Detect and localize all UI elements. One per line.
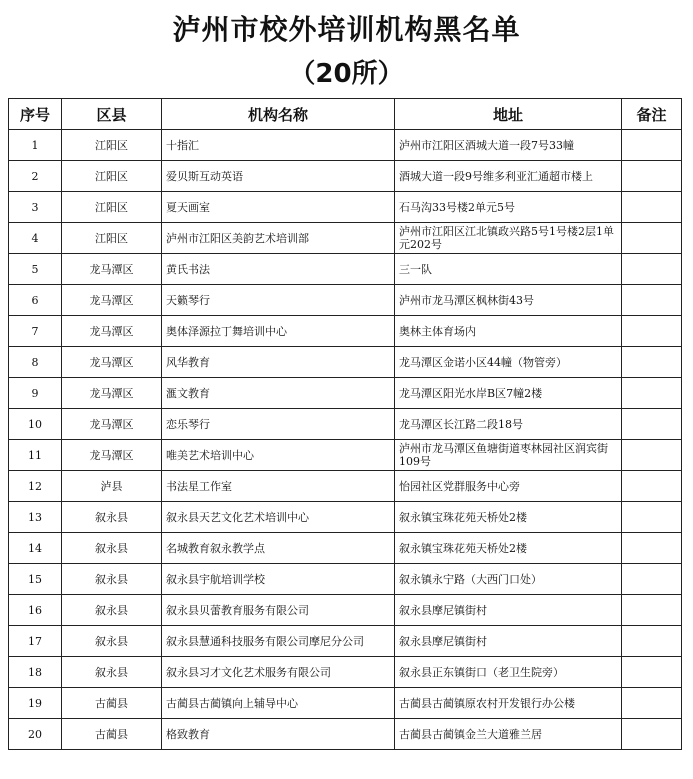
- cell-institution-name: 名城教育叙永教学点: [162, 533, 395, 564]
- cell-district: 古蔺县: [62, 688, 162, 719]
- cell-address: 古蔺县古蔺镇原农村开发银行办公楼: [395, 688, 622, 719]
- cell-address: 龙马潭区长江路二段18号: [395, 409, 622, 440]
- header-address: 地址: [395, 99, 622, 130]
- blacklist-table: [8, 98, 682, 750]
- table-row: [9, 130, 682, 161]
- cell-serial-number: 20: [9, 719, 62, 750]
- table-row: [9, 595, 682, 626]
- table-row: [9, 223, 682, 254]
- cell-district: 叙永县: [62, 564, 162, 595]
- cell-serial-number: 16: [9, 595, 62, 626]
- cell-district: 江阳区: [62, 192, 162, 223]
- table-row: [9, 657, 682, 688]
- cell-remarks: [622, 440, 682, 471]
- table-body: [9, 130, 682, 750]
- cell-institution-name: 夏天画室: [162, 192, 395, 223]
- cell-serial-number: 6: [9, 285, 62, 316]
- cell-institution-name: 唯美艺术培训中心: [162, 440, 395, 471]
- cell-remarks: [622, 688, 682, 719]
- table-row: [9, 502, 682, 533]
- cell-serial-number: 4: [9, 223, 62, 254]
- header-serial-number: 序号: [9, 99, 62, 130]
- cell-district: 龙马潭区: [62, 347, 162, 378]
- table-row: [9, 440, 682, 471]
- cell-remarks: [622, 657, 682, 688]
- cell-institution-name: 格致教育: [162, 719, 395, 750]
- table-row: [9, 719, 682, 750]
- cell-serial-number: 2: [9, 161, 62, 192]
- cell-remarks: [622, 161, 682, 192]
- cell-remarks: [622, 316, 682, 347]
- cell-remarks: [622, 564, 682, 595]
- table-row: [9, 285, 682, 316]
- header-remarks: 备注: [622, 99, 682, 130]
- table-row: [9, 564, 682, 595]
- cell-remarks: [622, 347, 682, 378]
- cell-institution-name: 滙文教育: [162, 378, 395, 409]
- cell-institution-name: 奥体泽源拉丁舞培训中心: [162, 316, 395, 347]
- table-row: [9, 192, 682, 223]
- cell-serial-number: 3: [9, 192, 62, 223]
- cell-remarks: [622, 533, 682, 564]
- cell-institution-name: 叙永县贝蕾教育服务有限公司: [162, 595, 395, 626]
- cell-district: 龙马潭区: [62, 378, 162, 409]
- cell-remarks: [622, 595, 682, 626]
- cell-remarks: [622, 285, 682, 316]
- document-title: 泸州市校外培训机构黑名单: [172, 13, 521, 46]
- cell-district: 龙马潭区: [62, 316, 162, 347]
- cell-serial-number: 9: [9, 378, 62, 409]
- cell-district: 叙永县: [62, 502, 162, 533]
- cell-institution-name: 爱贝斯互动英语: [162, 161, 395, 192]
- cell-address: 石马沟33号楼2单元5号: [395, 192, 622, 223]
- cell-serial-number: 15: [9, 564, 62, 595]
- cell-address: 叙永镇宝珠花苑天桥处2楼: [395, 533, 622, 564]
- cell-district: 龙马潭区: [62, 254, 162, 285]
- cell-institution-name: 恋乐琴行: [162, 409, 395, 440]
- header-district: 区县: [62, 99, 162, 130]
- table-row: [9, 409, 682, 440]
- cell-remarks: [622, 378, 682, 409]
- cell-district: 泸县: [62, 471, 162, 502]
- cell-serial-number: 10: [9, 409, 62, 440]
- cell-address: 龙马潭区阳光水岸B区7幢2楼: [395, 378, 622, 409]
- cell-address: 叙永县摩尼镇街村: [395, 595, 622, 626]
- cell-institution-name: 叙永县慧通科技服务有限公司摩尼分公司: [162, 626, 395, 657]
- table-row: [9, 347, 682, 378]
- cell-institution-name: 叙永县宇航培训学校: [162, 564, 395, 595]
- cell-serial-number: 17: [9, 626, 62, 657]
- cell-address: 怡园社区党群服务中心旁: [395, 471, 622, 502]
- cell-address: 泸州市江阳区酒城大道一段7号33幢: [395, 130, 622, 161]
- cell-institution-name: 风华教育: [162, 347, 395, 378]
- cell-institution-name: 十指汇: [162, 130, 395, 161]
- cell-institution-name: 天籁琴行: [162, 285, 395, 316]
- cell-address: 叙永县摩尼镇街村: [395, 626, 622, 657]
- cell-district: 古蔺县: [62, 719, 162, 750]
- document-subtitle: （20所）: [289, 59, 404, 89]
- cell-district: 龙马潭区: [62, 440, 162, 471]
- cell-serial-number: 5: [9, 254, 62, 285]
- cell-institution-name: 书法星工作室: [162, 471, 395, 502]
- cell-address: 叙永镇永宁路（大西门口处）: [395, 564, 622, 595]
- cell-remarks: [622, 130, 682, 161]
- cell-district: 江阳区: [62, 130, 162, 161]
- cell-district: 江阳区: [62, 223, 162, 254]
- cell-address: 三一队: [395, 254, 622, 285]
- cell-address: 泸州市龙马潭区枫林街43号: [395, 285, 622, 316]
- cell-institution-name: 泸州市江阳区美韵艺术培训部: [162, 223, 395, 254]
- cell-remarks: [622, 192, 682, 223]
- cell-address: 龙马潭区金诺小区44幢（物管旁）: [395, 347, 622, 378]
- cell-address: 古蔺县古蔺镇金兰大道雅兰居: [395, 719, 622, 750]
- cell-serial-number: 18: [9, 657, 62, 688]
- cell-remarks: [622, 626, 682, 657]
- cell-serial-number: 14: [9, 533, 62, 564]
- cell-remarks: [622, 254, 682, 285]
- cell-address: 酒城大道一段9号维多利亚汇通超市楼上: [395, 161, 622, 192]
- cell-district: 叙永县: [62, 626, 162, 657]
- cell-address: 泸州市龙马潭区鱼塘街道枣林园社区润宾街109号: [395, 440, 622, 471]
- table-row: [9, 254, 682, 285]
- cell-serial-number: 12: [9, 471, 62, 502]
- cell-address: 叙永县正东镇街口（老卫生院旁）: [395, 657, 622, 688]
- cell-institution-name: 叙永县天艺文化艺术培训中心: [162, 502, 395, 533]
- table-row: [9, 688, 682, 719]
- cell-serial-number: 8: [9, 347, 62, 378]
- header-institution-name: 机构名称: [162, 99, 395, 130]
- table-row: [9, 378, 682, 409]
- table-header-row: [9, 99, 682, 130]
- table-row: [9, 161, 682, 192]
- cell-serial-number: 19: [9, 688, 62, 719]
- cell-remarks: [622, 719, 682, 750]
- cell-address: 叙永镇宝珠花苑天桥处2楼: [395, 502, 622, 533]
- cell-serial-number: 13: [9, 502, 62, 533]
- cell-district: 叙永县: [62, 657, 162, 688]
- cell-district: 叙永县: [62, 533, 162, 564]
- table-row: [9, 533, 682, 564]
- cell-remarks: [622, 223, 682, 254]
- cell-serial-number: 11: [9, 440, 62, 471]
- cell-remarks: [622, 409, 682, 440]
- table-row: [9, 471, 682, 502]
- table-row: [9, 626, 682, 657]
- cell-district: 龙马潭区: [62, 285, 162, 316]
- cell-serial-number: 7: [9, 316, 62, 347]
- cell-serial-number: 1: [9, 130, 62, 161]
- table-row: [9, 316, 682, 347]
- cell-address: 泸州市江阳区江北镇政兴路5号1号楼2层1单元202号: [395, 223, 622, 254]
- cell-institution-name: 黄氏书法: [162, 254, 395, 285]
- cell-address: 奥林主体育场内: [395, 316, 622, 347]
- cell-remarks: [622, 471, 682, 502]
- cell-remarks: [622, 502, 682, 533]
- cell-district: 叙永县: [62, 595, 162, 626]
- cell-institution-name: 古蔺县古蔺镇向上辅导中心: [162, 688, 395, 719]
- cell-institution-name: 叙永县习才文化艺术服务有限公司: [162, 657, 395, 688]
- cell-district: 龙马潭区: [62, 409, 162, 440]
- cell-district: 江阳区: [62, 161, 162, 192]
